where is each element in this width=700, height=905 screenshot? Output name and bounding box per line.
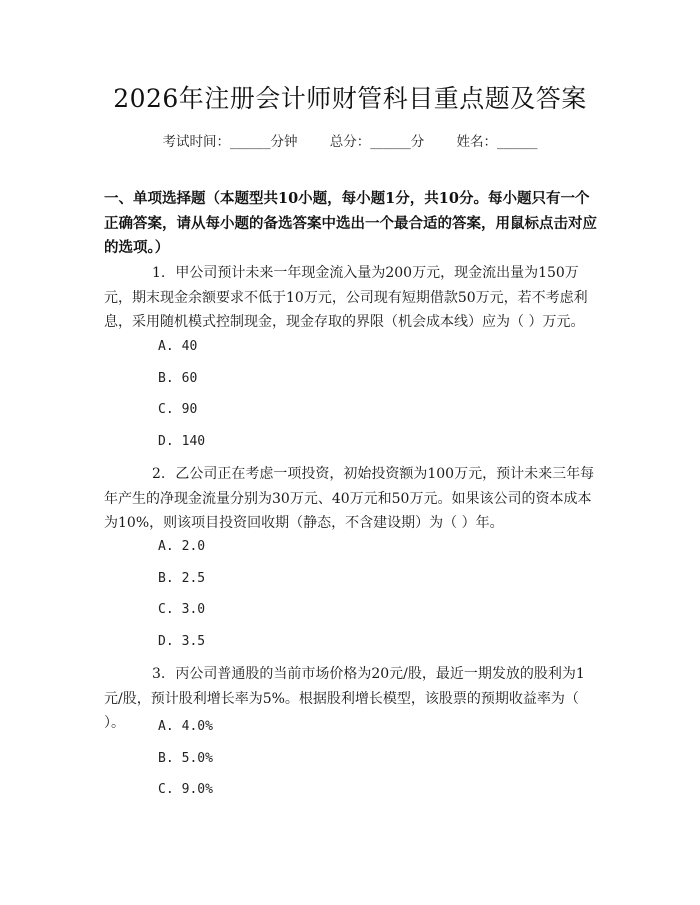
option-letter: D. bbox=[158, 434, 174, 449]
question-number: 3. bbox=[152, 666, 166, 682]
question-1-option-d[interactable] bbox=[158, 433, 205, 451]
exam-meta bbox=[0, 133, 700, 151]
question-text: 丙公司普通股的当前市场价格为20元/股，最近一期发放的股利为1元/股，预计股利增长率为5%。根据股利增长模型，该股票的预期收益率为（ ）。 bbox=[104, 666, 585, 731]
exam-time-label: 考试时间：______分钟 bbox=[162, 134, 298, 150]
question-2-option-b[interactable] bbox=[158, 570, 205, 588]
name-label: 姓名：______ bbox=[456, 134, 538, 150]
option-letter: C. bbox=[158, 602, 174, 617]
option-letter: B. bbox=[158, 571, 174, 586]
option-value: 2.5 bbox=[181, 571, 206, 586]
question-1 bbox=[104, 261, 602, 335]
option-letter: C. bbox=[158, 782, 174, 797]
question-3-option-c[interactable] bbox=[158, 781, 213, 799]
question-2-option-d[interactable] bbox=[158, 633, 205, 651]
question-2 bbox=[104, 462, 602, 536]
question-number: 2. bbox=[152, 466, 166, 482]
page-title: 2026年注册会计师财管科目重点题及答案 bbox=[113, 84, 587, 113]
section-heading: 一、单项选择题（本题型共10小题，每小题1分，共10分。每小题只有一个正确答案，请从每小题的备选答案中选出一个最合适的答案，用鼠标点击对应的选项。） bbox=[104, 190, 597, 256]
question-1-option-b[interactable] bbox=[158, 370, 197, 388]
option-value: 90 bbox=[181, 402, 198, 417]
option-value: 2.0 bbox=[181, 539, 206, 554]
question-2-option-c[interactable] bbox=[158, 601, 205, 619]
option-value: 3.5 bbox=[181, 634, 206, 649]
option-value: 140 bbox=[181, 434, 206, 449]
question-2-option-a[interactable] bbox=[158, 538, 205, 556]
question-1-option-c[interactable] bbox=[158, 401, 197, 419]
question-3-option-a[interactable] bbox=[158, 718, 213, 736]
question-text: 乙公司正在考虑一项投资，初始投资额为100万元，预计未来三年每年产生的净现金流量分别为30万元、40万元和50万元。如果该公司的资本成本为10%，则该项目投资回收期（静态，不含建设期）为（ ）年。 bbox=[104, 466, 595, 531]
option-letter: C. bbox=[158, 402, 174, 417]
option-value: 9.0% bbox=[181, 782, 213, 797]
question-3-option-b[interactable] bbox=[158, 750, 213, 768]
option-letter: A. bbox=[158, 719, 174, 734]
option-value: 5.0% bbox=[181, 751, 213, 766]
question-1-option-a[interactable] bbox=[158, 338, 197, 356]
option-letter: B. bbox=[158, 751, 174, 766]
option-letter: A. bbox=[158, 539, 174, 554]
option-letter: A. bbox=[158, 339, 174, 354]
question-text: 甲公司预计未来一年现金流入量为200万元，现金流出量为150万元，期末现金余额要求不低于10万元，公司现有短期借款50万元，若不考虑利息，采用随机模式控制现金，现金存取的界限（机会成本线）应为（ ）万元。 bbox=[104, 265, 588, 330]
option-value: 40 bbox=[181, 339, 198, 354]
total-score-label: 总分：______分 bbox=[329, 134, 425, 150]
option-letter: D. bbox=[158, 634, 174, 649]
option-value: 3.0 bbox=[181, 602, 206, 617]
option-value: 4.0% bbox=[181, 719, 213, 734]
option-letter: B. bbox=[158, 371, 174, 386]
option-value: 60 bbox=[181, 371, 198, 386]
question-number: 1. bbox=[152, 265, 166, 281]
